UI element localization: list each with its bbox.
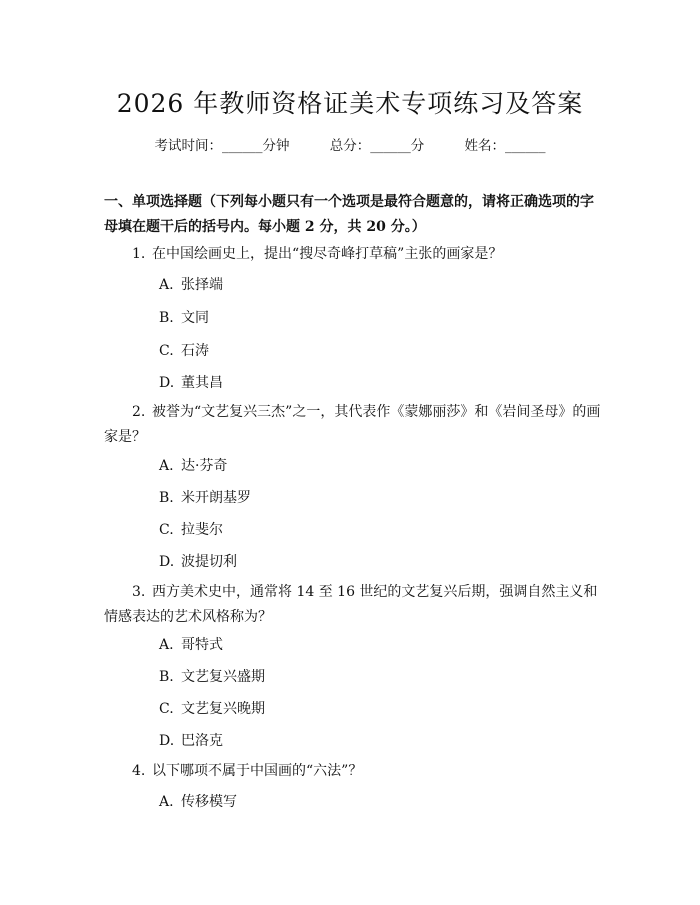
option-text: 波提切利 bbox=[181, 554, 237, 570]
option-letter: B. bbox=[159, 310, 174, 326]
section-heading: 一、单项选择题（下列每小题只有一个选项是最符合题意的，请将正确选项的字母填在题干后的括号内。每小题 2 分，共 20 分。） bbox=[104, 194, 594, 235]
option-1b bbox=[159, 308, 209, 328]
option-text: 哥特式 bbox=[181, 637, 223, 653]
question-3 bbox=[104, 580, 604, 630]
question-stem: 被誉为“文艺复兴三杰”之一，其代表作《蒙娜丽莎》和《岩间圣母》的画家是？ bbox=[104, 404, 601, 445]
option-letter: C. bbox=[159, 522, 174, 538]
option-3a bbox=[159, 635, 223, 655]
option-letter: D. bbox=[159, 733, 175, 749]
question-stem: 西方美术史中，通常将 14 至 16 世纪的文艺复兴后期，强调自然主义和情感表达的艺术风格称为？ bbox=[104, 584, 598, 625]
option-letter: D. bbox=[159, 375, 175, 391]
option-3d bbox=[159, 731, 223, 751]
option-4a bbox=[159, 792, 237, 812]
option-letter: A. bbox=[159, 277, 174, 293]
option-2a bbox=[159, 456, 227, 476]
option-1d bbox=[159, 373, 223, 393]
option-3b bbox=[159, 667, 265, 687]
option-letter: C. bbox=[159, 343, 174, 359]
option-text: 达·芬奇 bbox=[181, 458, 228, 474]
option-letter: A. bbox=[159, 458, 174, 474]
option-letter: D. bbox=[159, 554, 175, 570]
option-text: 文同 bbox=[181, 310, 209, 326]
option-text: 张择端 bbox=[181, 277, 223, 293]
question-number: 4. bbox=[132, 763, 146, 779]
option-letter: B. bbox=[159, 669, 174, 685]
exam-meta bbox=[0, 134, 700, 154]
question-stem: 在中国绘画史上，提出“搜尽奇峰打草稿”主张的画家是？ bbox=[152, 246, 503, 262]
option-text: 文艺复兴晚期 bbox=[181, 701, 265, 717]
option-3c bbox=[159, 699, 265, 719]
option-text: 董其昌 bbox=[181, 375, 223, 391]
question-stem: 以下哪项不属于中国画的“六法”？ bbox=[152, 763, 363, 779]
exam-time: 考试时间：______分钟 bbox=[154, 138, 290, 154]
option-letter: B. bbox=[159, 490, 174, 506]
option-1a bbox=[159, 275, 223, 295]
option-2b bbox=[159, 488, 251, 508]
option-letter: A. bbox=[159, 794, 174, 810]
option-2c bbox=[159, 520, 223, 540]
question-number: 2. bbox=[132, 404, 146, 420]
question-number: 3. bbox=[132, 584, 146, 600]
option-letter: C. bbox=[159, 701, 174, 717]
option-1c bbox=[159, 341, 209, 361]
page-title: 2026 年教师资格证美术专项练习及答案 bbox=[116, 89, 584, 118]
option-letter: A. bbox=[159, 637, 174, 653]
option-text: 文艺复兴盛期 bbox=[181, 669, 265, 685]
exam-score: 总分：______分 bbox=[329, 138, 425, 154]
student-name: 姓名：______ bbox=[464, 138, 546, 154]
option-text: 米开朗基罗 bbox=[181, 490, 251, 506]
option-text: 传移模写 bbox=[181, 794, 237, 810]
question-1 bbox=[104, 242, 604, 267]
question-number: 1. bbox=[132, 246, 146, 262]
option-2d bbox=[159, 552, 237, 572]
question-4 bbox=[104, 759, 604, 784]
question-2 bbox=[104, 400, 604, 450]
option-text: 石涛 bbox=[181, 343, 209, 359]
option-text: 巴洛克 bbox=[181, 733, 223, 749]
option-text: 拉斐尔 bbox=[181, 522, 223, 538]
